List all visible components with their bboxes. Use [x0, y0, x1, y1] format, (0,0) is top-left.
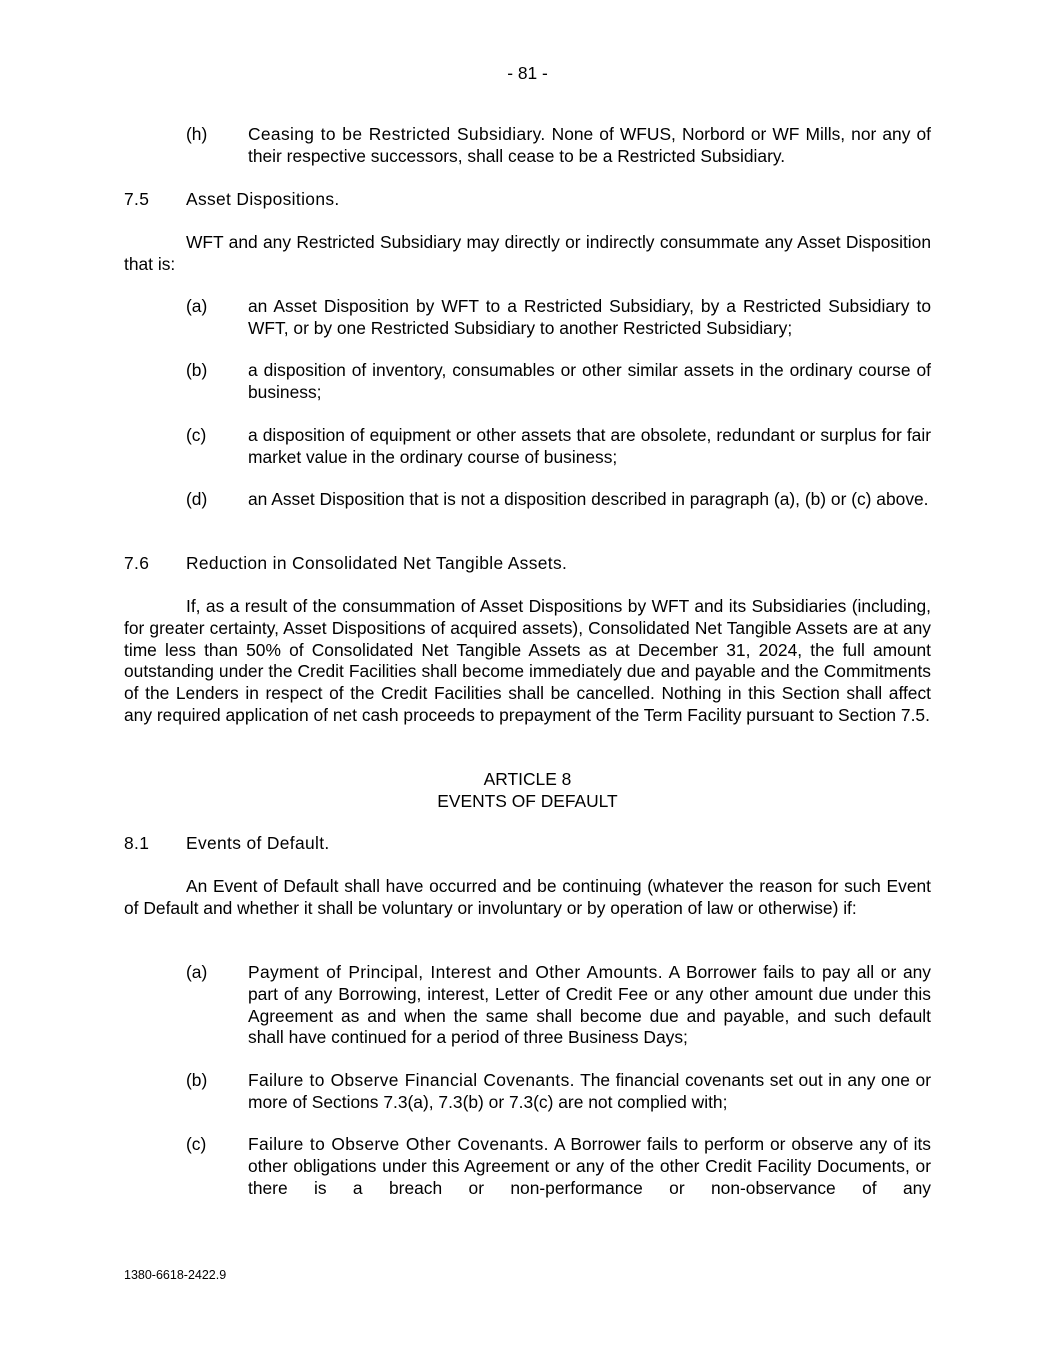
item-text: an Asset Disposition that is not a disposition described in paragraph (a), (b) or (c) above.	[248, 489, 929, 509]
list-item-h	[186, 124, 931, 168]
item-label: (c)	[186, 1134, 207, 1154]
section-title: Asset Dispositions.	[186, 189, 340, 209]
item-label: (b)	[186, 360, 208, 380]
list-item-b	[186, 1070, 931, 1114]
item-caption: Failure to Observe Financial Covenants.	[248, 1070, 575, 1090]
section-8-1-intro: An Event of Default shall have occurred and be continuing (whatever the reason for such Event of Default and whether it shall be voluntary or involuntary or by operation of law or otherwise) if:	[124, 876, 931, 918]
item-label: (h)	[186, 124, 208, 144]
list-item-d	[186, 489, 931, 511]
section-number: 8.1	[124, 833, 150, 853]
item-body: None of WFUS, Norbord or WF Mills, nor any of their respective successors, shall cease to be a Restricted Subsidiary.	[248, 124, 931, 166]
section-number: 7.6	[124, 553, 150, 573]
item-text	[248, 962, 931, 1049]
item-text: a disposition of inventory, consumables or other similar assets in the ordinary course of business;	[248, 360, 931, 402]
list-item-a	[186, 296, 931, 340]
section-7-5-intro: WFT and any Restricted Subsidiary may directly or indirectly consummate any Asset Disposition that is:	[124, 232, 931, 274]
list-item-c	[186, 1134, 931, 1199]
item-body: A Borrower fails to perform or observe any of its other obligations under this Agreement or any of the other Credit Facility Documents, or there is a breach or non-performance or non-observance of any	[248, 1134, 932, 1198]
item-body: The financial covenants set out in any one or more of Sections 7.3(a), 7.3(b) or 7.3(c) are not complied with;	[248, 1070, 931, 1112]
item-caption: Ceasing to be Restricted Subsidiary.	[248, 124, 546, 144]
section-heading-8-1	[124, 833, 931, 855]
list-item-c	[186, 425, 931, 469]
list-item-a	[186, 962, 931, 1049]
item-text	[248, 124, 931, 168]
page-number: - 81 -	[507, 63, 548, 83]
section-title: Events of Default.	[186, 833, 330, 853]
section-heading-7-6	[124, 553, 931, 575]
item-label: (d)	[186, 489, 208, 509]
item-text	[248, 1134, 931, 1199]
list-item-b	[186, 360, 931, 404]
section-title: Reduction in Consolidated Net Tangible Assets.	[186, 553, 568, 573]
item-caption: Payment of Principal, Interest and Other Amounts.	[248, 962, 663, 982]
article-heading: ARTICLE 8	[483, 769, 572, 789]
item-text: a disposition of equipment or other assets that are obsolete, redundant or surplus for fair market value in the ordinary course of business;	[248, 425, 931, 467]
item-label: (c)	[186, 425, 207, 445]
section-7-6-body: If, as a result of the consummation of Asset Dispositions by WFT and its Subsidiaries (including, for greater certainty, Asset Dispositions of acquired assets), Consolidated Net Tangible Assets are at any time less than 50% of Consolidated Net Tangible Assets as at December 31, 2024, the full amount outstanding under the Credit Facilities shall become immediately due and payable and the Commitments of the Lenders in respect of the Credit Facilities shall be cancelled. Nothing in this Section shall affect any required application of net cash proceeds to prepayment of the Term Facility pursuant to Section 7.5.	[124, 596, 931, 725]
item-label: (b)	[186, 1070, 208, 1090]
item-caption: Failure to Observe Other Covenants.	[248, 1134, 549, 1154]
item-text: an Asset Disposition by WFT to a Restricted Subsidiary, by a Restricted Subsidiary to WFT, or by one Restricted Subsidiary to another Restricted Subsidiary;	[248, 296, 931, 338]
item-label: (a)	[186, 962, 208, 982]
document-id: 1380-6618-2422.9	[124, 1268, 227, 1282]
item-body: A Borrower fails to pay all or any part of any Borrowing, interest, Letter of Credit Fee or any other amount due under this Agreement as and when the same shall become due and payable, and such default shall have continued for a period of three Business Days;	[248, 962, 931, 1048]
item-text	[248, 1070, 931, 1114]
item-label: (a)	[186, 296, 208, 316]
section-heading-7-5	[124, 189, 931, 211]
section-number: 7.5	[124, 189, 150, 209]
article-title: EVENTS OF DEFAULT	[437, 791, 618, 811]
